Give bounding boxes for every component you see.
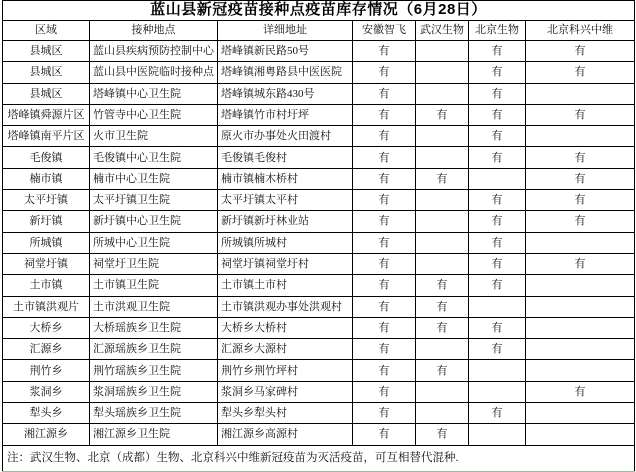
region-cell: 毛俊镇 (3, 147, 90, 168)
region-cell: 浆洞乡 (3, 381, 90, 402)
stock-cell-beijing-kexing: 有 (526, 147, 635, 168)
region-cell: 县城区 (3, 62, 90, 83)
stock-cell-beijing-kexing (526, 360, 635, 381)
stock-cell-anhui-zhifei: 有 (353, 339, 416, 360)
table-row (3, 275, 635, 296)
table-row (3, 62, 635, 83)
stock-cell-wuhan-bio (416, 381, 469, 402)
stock-cell-beijing-kexing: 有 (526, 41, 635, 62)
address-cell: 塔峰镇湘粤路县中医医院 (218, 62, 353, 83)
stock-cell-beijing-bio (469, 381, 526, 402)
region-cell: 湘江源乡 (3, 424, 90, 445)
table-row (3, 253, 635, 274)
title-row (3, 1, 635, 21)
region-cell: 土市镇 (3, 275, 90, 296)
site-cell: 毛俊镇中心卫生院 (90, 147, 218, 168)
stock-cell-beijing-kexing (526, 317, 635, 338)
stock-cell-beijing-bio: 有 (469, 147, 526, 168)
stock-cell-beijing-kexing: 有 (526, 211, 635, 232)
footnote-text: 注：武汉生物、北京（成都）生物、北京科兴中维新冠疫苗为灭活疫苗，可互相替代混种. (3, 445, 635, 471)
stock-cell-wuhan-bio (416, 232, 469, 253)
address-cell: 毛俊镇毛俊村 (218, 147, 353, 168)
address-cell: 大桥乡大桥村 (218, 317, 353, 338)
address-cell: 太平圩镇太平村 (218, 190, 353, 211)
column-header-site: 接种地点 (90, 21, 218, 41)
address-cell: 塔峰镇新民路50号 (218, 41, 353, 62)
region-cell: 楠市镇 (3, 168, 90, 189)
stock-cell-wuhan-bio (416, 147, 469, 168)
stock-cell-wuhan-bio (416, 211, 469, 232)
site-cell: 浆洞瑶族乡卫生院 (90, 381, 218, 402)
stock-cell-anhui-zhifei: 有 (353, 232, 416, 253)
stock-cell-wuhan-bio: 有 (416, 168, 469, 189)
vaccine-inventory-table (2, 0, 635, 472)
stock-cell-wuhan-bio: 有 (416, 424, 469, 445)
table-row (3, 211, 635, 232)
stock-cell-beijing-bio: 有 (469, 253, 526, 274)
address-cell: 汇源乡大源村 (218, 339, 353, 360)
stock-cell-beijing-kexing (526, 339, 635, 360)
stock-cell-anhui-zhifei: 有 (353, 104, 416, 125)
site-cell: 蓝山县中医院临时接种点 (90, 62, 218, 83)
site-cell: 新圩镇中心卫生院 (90, 211, 218, 232)
table-row (3, 360, 635, 381)
stock-cell-anhui-zhifei: 有 (353, 147, 416, 168)
address-cell: 楠市镇楠木桥村 (218, 168, 353, 189)
table-row (3, 424, 635, 445)
region-cell: 塔峰镇南平片区 (3, 126, 90, 147)
stock-cell-wuhan-bio: 有 (416, 275, 469, 296)
stock-cell-anhui-zhifei: 有 (353, 360, 416, 381)
stock-cell-beijing-bio (469, 168, 526, 189)
stock-cell-beijing-bio: 有 (469, 275, 526, 296)
region-cell: 大桥乡 (3, 317, 90, 338)
site-cell: 土市镇卫生院 (90, 275, 218, 296)
stock-cell-beijing-kexing: 有 (526, 104, 635, 125)
region-cell: 犁头乡 (3, 403, 90, 424)
stock-cell-anhui-zhifei: 有 (353, 296, 416, 317)
stock-cell-beijing-bio: 有 (469, 317, 526, 338)
site-cell: 汇源瑶族乡卫生院 (90, 339, 218, 360)
region-cell: 塔峰镇舜源片区 (3, 104, 90, 125)
region-cell: 祠堂圩镇 (3, 253, 90, 274)
region-cell: 汇源乡 (3, 339, 90, 360)
stock-cell-wuhan-bio (416, 339, 469, 360)
page-title: 蓝山县新冠疫苗接种点疫苗库存情况（6月28日） (3, 1, 635, 21)
address-cell: 土市镇土市村 (218, 275, 353, 296)
address-cell: 祠堂圩镇祠堂圩村 (218, 253, 353, 274)
site-cell: 荆竹瑶族乡卫生院 (90, 360, 218, 381)
region-cell: 新圩镇 (3, 211, 90, 232)
column-header-address: 详细地址 (218, 21, 353, 41)
address-cell: 原火市办事处火田渡村 (218, 126, 353, 147)
stock-cell-wuhan-bio (416, 83, 469, 104)
table-row (3, 403, 635, 424)
site-cell: 所城中心卫生院 (90, 232, 218, 253)
site-cell: 湘江源乡卫生院 (90, 424, 218, 445)
stock-cell-beijing-kexing (526, 403, 635, 424)
stock-cell-beijing-kexing: 有 (526, 62, 635, 83)
stock-cell-anhui-zhifei: 有 (353, 424, 416, 445)
table-row (3, 190, 635, 211)
stock-cell-beijing-kexing: 有 (526, 190, 635, 211)
stock-cell-beijing-bio: 有 (469, 211, 526, 232)
stock-cell-beijing-bio: 有 (469, 41, 526, 62)
stock-cell-wuhan-bio (416, 253, 469, 274)
site-cell: 犁头瑶族乡卫生院 (90, 403, 218, 424)
table-row (3, 147, 635, 168)
stock-cell-anhui-zhifei: 有 (353, 62, 416, 83)
stock-cell-beijing-bio: 有 (469, 339, 526, 360)
column-header-beijing-bio: 北京生物 (469, 21, 526, 41)
table-row (3, 104, 635, 125)
region-cell: 县城区 (3, 83, 90, 104)
stock-cell-beijing-kexing (526, 275, 635, 296)
stock-cell-beijing-bio: 有 (469, 403, 526, 424)
stock-cell-wuhan-bio (416, 403, 469, 424)
stock-cell-wuhan-bio (416, 41, 469, 62)
stock-cell-anhui-zhifei: 有 (353, 168, 416, 189)
stock-cell-beijing-kexing (526, 126, 635, 147)
stock-cell-beijing-kexing (526, 424, 635, 445)
document-sheet (2, 0, 634, 472)
stock-cell-wuhan-bio: 有 (416, 317, 469, 338)
stock-cell-beijing-bio: 有 (469, 83, 526, 104)
region-cell: 所城镇 (3, 232, 90, 253)
table-row (3, 381, 635, 402)
stock-cell-beijing-kexing: 有 (526, 253, 635, 274)
address-cell: 犁头乡犁头村 (218, 403, 353, 424)
stock-cell-beijing-bio: 有 (469, 104, 526, 125)
stock-cell-beijing-kexing: 有 (526, 168, 635, 189)
address-cell: 塔峰镇竹市村圩坪 (218, 104, 353, 125)
stock-cell-beijing-bio: 有 (469, 126, 526, 147)
stock-cell-wuhan-bio: 有 (416, 104, 469, 125)
stock-cell-beijing-kexing (526, 83, 635, 104)
stock-cell-anhui-zhifei: 有 (353, 126, 416, 147)
site-cell: 塔峰镇中心卫生院 (90, 83, 218, 104)
region-cell: 太平圩镇 (3, 190, 90, 211)
site-cell: 土市洪观卫生院 (90, 296, 218, 317)
table-row (3, 296, 635, 317)
table-row (3, 126, 635, 147)
address-cell: 土市镇洪观办事处洪观村 (218, 296, 353, 317)
stock-cell-wuhan-bio (416, 62, 469, 83)
stock-cell-beijing-kexing: 有 (526, 381, 635, 402)
region-cell: 荆竹乡 (3, 360, 90, 381)
stock-cell-anhui-zhifei: 有 (353, 317, 416, 338)
stock-cell-anhui-zhifei: 有 (353, 41, 416, 62)
stock-cell-anhui-zhifei: 有 (353, 83, 416, 104)
site-cell: 祠堂圩卫生院 (90, 253, 218, 274)
stock-cell-wuhan-bio: 有 (416, 296, 469, 317)
address-cell: 荆竹乡荆竹坪村 (218, 360, 353, 381)
address-cell: 塔峰镇城东路430号 (218, 83, 353, 104)
stock-cell-beijing-bio (469, 296, 526, 317)
stock-cell-beijing-bio: 有 (469, 62, 526, 83)
column-header-anhui-zhifei: 安徽智飞 (353, 21, 416, 41)
stock-cell-beijing-kexing (526, 232, 635, 253)
column-header-beijing-kexing: 北京科兴中维 (526, 21, 635, 41)
stock-cell-wuhan-bio: 有 (416, 360, 469, 381)
stock-cell-anhui-zhifei: 有 (353, 381, 416, 402)
site-cell: 楠市中心卫生院 (90, 168, 218, 189)
site-cell: 火市卫生院 (90, 126, 218, 147)
table-row (3, 41, 635, 62)
stock-cell-beijing-bio: 有 (469, 190, 526, 211)
stock-cell-beijing-bio: 有 (469, 232, 526, 253)
stock-cell-beijing-bio (469, 360, 526, 381)
stock-cell-beijing-kexing (526, 296, 635, 317)
site-cell: 蓝山县疾病预防控制中心 (90, 41, 218, 62)
table-header-row (3, 21, 635, 41)
stock-cell-wuhan-bio (416, 190, 469, 211)
stock-cell-anhui-zhifei: 有 (353, 275, 416, 296)
table-row (3, 83, 635, 104)
stock-cell-anhui-zhifei: 有 (353, 403, 416, 424)
table-row (3, 339, 635, 360)
stock-cell-beijing-bio (469, 424, 526, 445)
address-cell: 浆洞乡马家碑村 (218, 381, 353, 402)
stock-cell-wuhan-bio (416, 126, 469, 147)
site-cell: 竹管寺中心卫生院 (90, 104, 218, 125)
address-cell: 所城镇所城村 (218, 232, 353, 253)
table-row (3, 232, 635, 253)
footnote-row (3, 445, 635, 471)
column-header-wuhan-bio: 武汉生物 (416, 21, 469, 41)
address-cell: 湘江源乡高源村 (218, 424, 353, 445)
stock-cell-anhui-zhifei: 有 (353, 253, 416, 274)
column-header-region: 区域 (3, 21, 90, 41)
region-cell: 土市镇洪观片 (3, 296, 90, 317)
address-cell: 新圩镇新圩林业站 (218, 211, 353, 232)
site-cell: 大桥瑶族乡卫生院 (90, 317, 218, 338)
region-cell: 县城区 (3, 41, 90, 62)
table-row (3, 168, 635, 189)
table-row (3, 317, 635, 338)
site-cell: 太平圩镇卫生院 (90, 190, 218, 211)
stock-cell-anhui-zhifei: 有 (353, 190, 416, 211)
stock-cell-anhui-zhifei: 有 (353, 211, 416, 232)
